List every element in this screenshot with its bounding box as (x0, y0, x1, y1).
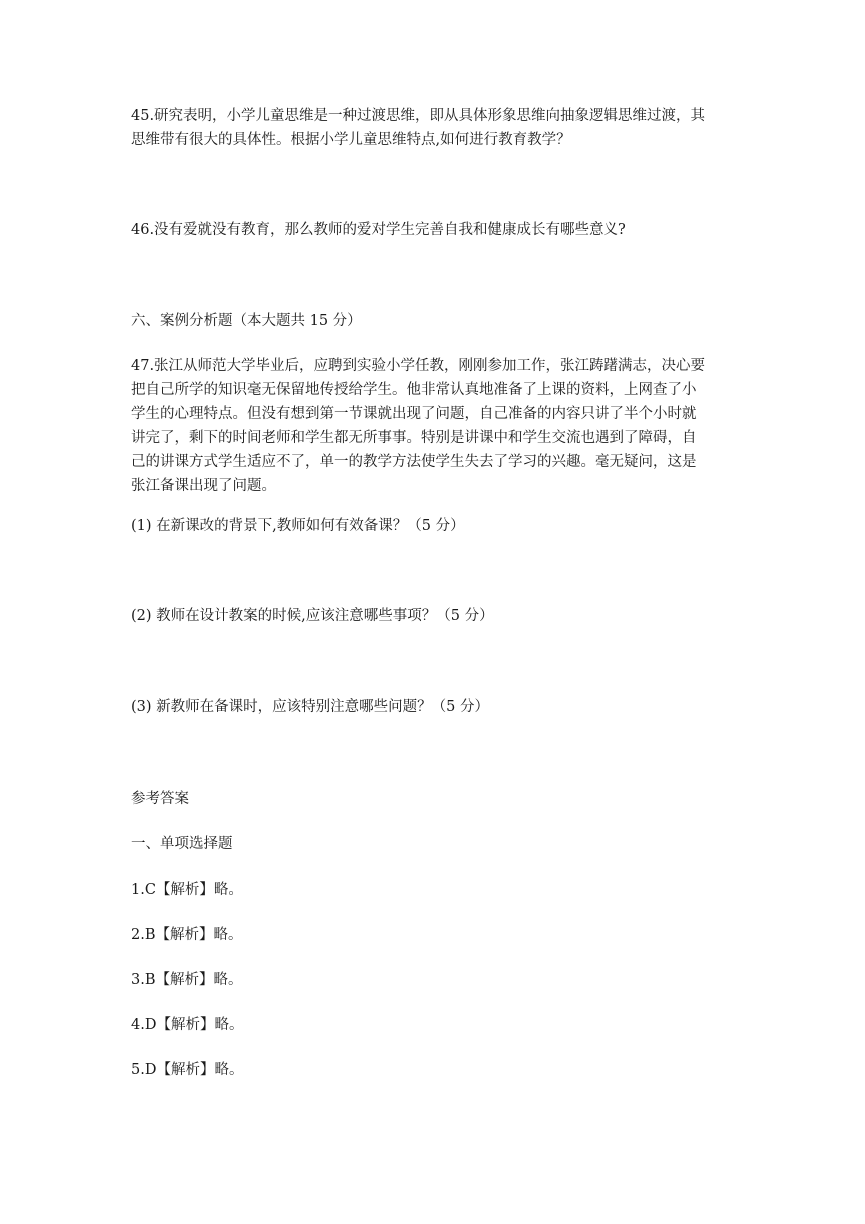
question-47-line: 把自己所学的知识毫无保留地传授给学生。他非常认真地准备了上课的资料，上网查了小 (131, 382, 697, 398)
question-47-sub-1: (1) 在新课改的背景下,教师如何有效备课？（5 分） (131, 518, 465, 534)
question-45-line-1: 45.研究表明，小学儿童思维是一种过渡思维，即从具体形象思维向抽象逻辑思维过渡，其 (131, 108, 706, 124)
question-47-line: 张江备课出现了问题。 (131, 478, 276, 494)
question-47-line: 47.张江从师范大学毕业后，应聘到实验小学任教，刚刚参加工作，张江踌躇满志，决心要 (131, 358, 706, 374)
question-46: 46.没有爱就没有教育，那么教师的爱对学生完善自我和健康成长有哪些意义? (131, 222, 626, 238)
question-45-line-2: 思维带有很大的具体性。根据小学儿童思维特点,如何进行教育教学？ (131, 132, 571, 148)
answer-item: 5.D【解析】略。 (131, 1062, 244, 1078)
answers-section-1: 一、单项选择题 (131, 836, 233, 852)
answer-item: 2.B【解析】略。 (131, 927, 243, 943)
question-47-line: 学生的心理特点。但没有想到第一节课就出现了问题，自己准备的内容只讲了半个小时就 (131, 406, 697, 422)
answers-heading: 参考答案 (131, 791, 189, 807)
question-47-line: 讲完了，剩下的时间老师和学生都无所事事。特别是讲课中和学生交流也遇到了障碍，自 (131, 430, 697, 446)
question-47-line: 己的讲课方式学生适应不了，单一的教学方法使学生失去了学习的兴趣。毫无疑问，这是 (131, 454, 697, 470)
question-47-sub-2: (2) 教师在设计教案的时候,应该注意哪些事项？（5 分） (131, 608, 494, 624)
answer-item: 3.B【解析】略。 (131, 972, 243, 988)
answer-item: 4.D【解析】略。 (131, 1017, 244, 1033)
question-47-stem (131, 354, 741, 498)
section-6-heading: 六、案例分析题（本大题共 15 分） (131, 313, 362, 329)
question-47-sub-3: (3) 新教师在备课时，应该特别注意哪些问题？（5 分） (131, 699, 489, 715)
answer-item: 1.C【解析】略。 (131, 882, 243, 898)
